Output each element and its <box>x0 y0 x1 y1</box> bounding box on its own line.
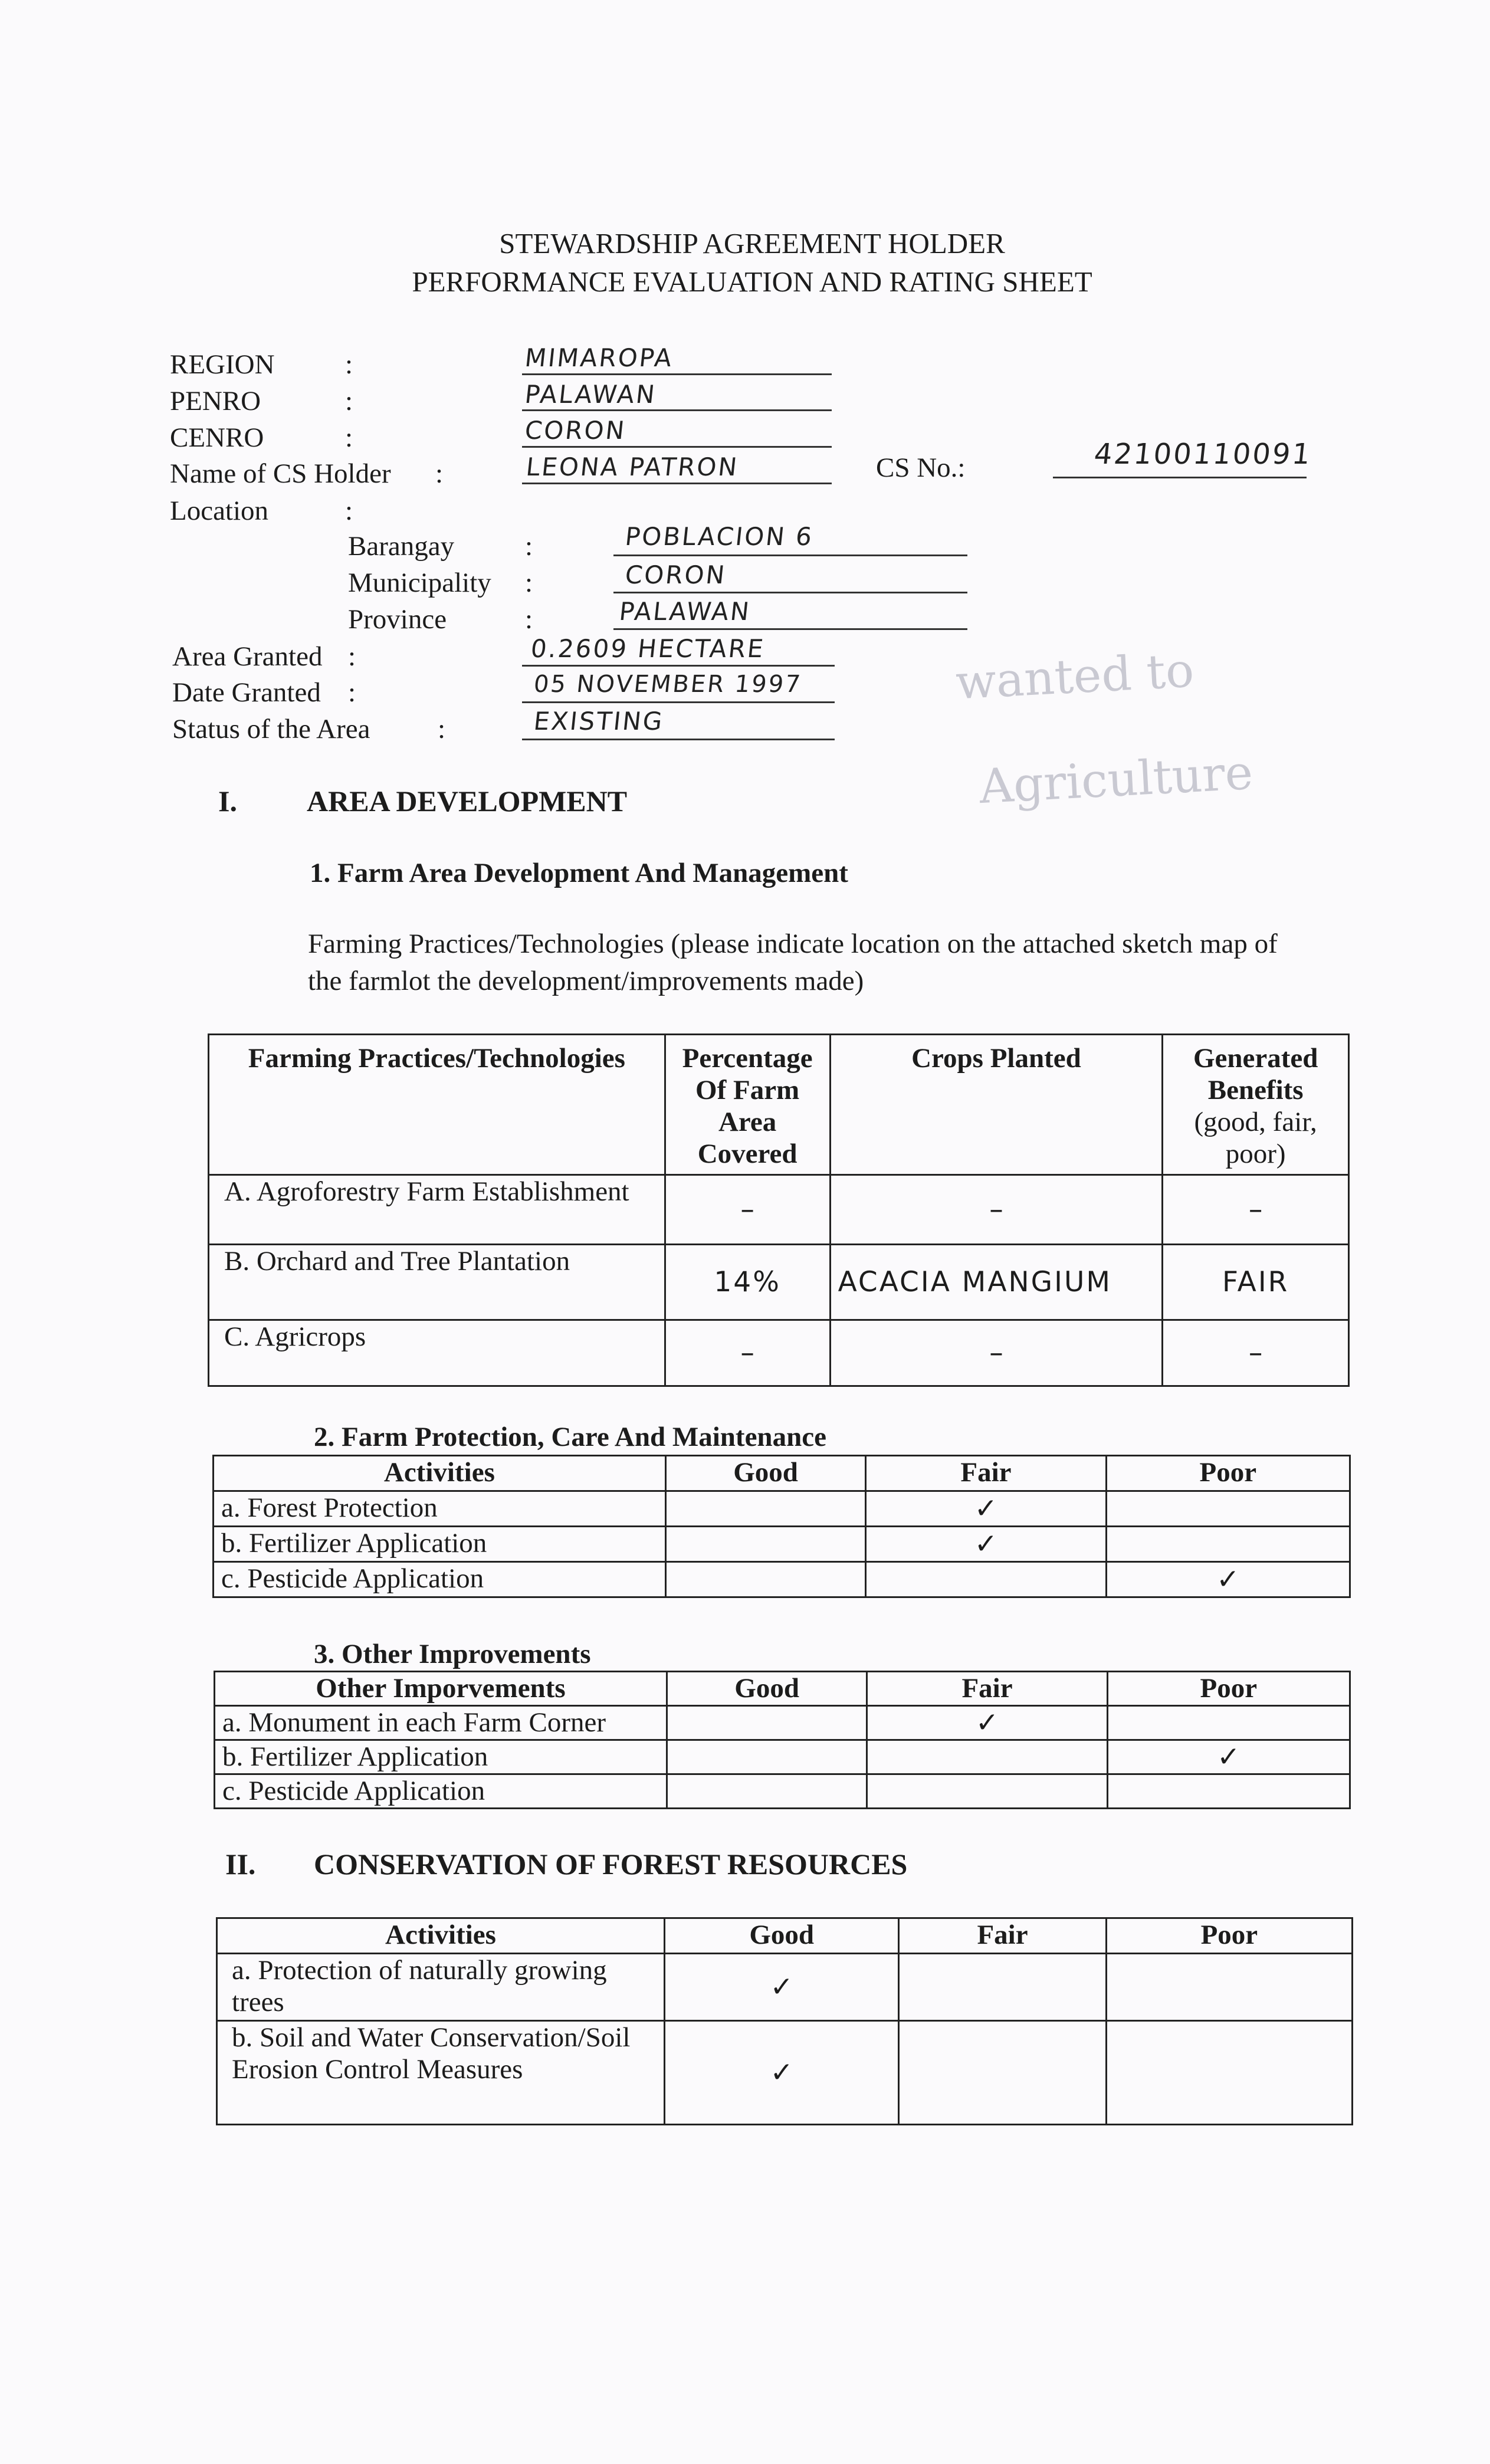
holder-label: Name of CS Holder <box>170 458 391 489</box>
section-1-title: AREA DEVELOPMENT <box>307 785 628 818</box>
subsection-3-title: 3. Other Improvements <box>314 1639 591 1669</box>
crops-cell: – <box>830 1320 1163 1386</box>
region-label: REGION <box>170 349 275 380</box>
province-underline <box>613 628 967 630</box>
poor-cell <box>1106 2021 1352 2125</box>
crops-cell: – <box>830 1175 1163 1245</box>
col-header-poor: Poor <box>1106 1918 1352 1954</box>
row-label: a. Protection of naturally growing trees <box>217 1954 665 2021</box>
barangay-value: POBLACION 6 <box>623 522 815 551</box>
date-granted-value: 05 NOVEMBER 1997 <box>532 671 803 698</box>
good-cell <box>667 1740 867 1774</box>
table-row <box>215 1706 1350 1740</box>
holder-value: LEONA PATRON <box>524 452 740 481</box>
conservation-table <box>216 1917 1353 2125</box>
col-header-poor: Poor <box>1106 1456 1350 1491</box>
fair-cell <box>867 1774 1107 1809</box>
cs-no-underline <box>1053 477 1307 478</box>
benefits-header-title: Generated Benefits <box>1193 1043 1318 1105</box>
table-row <box>214 1527 1350 1562</box>
location-label: Location <box>170 496 269 526</box>
pct-cell: – <box>665 1320 830 1386</box>
table-row <box>215 1740 1350 1774</box>
col-header-good: Good <box>667 1672 867 1706</box>
col-header-benefits <box>1163 1035 1349 1175</box>
row-label: A. Agroforestry Farm Establishment <box>209 1175 665 1245</box>
col-header-activities: Activities <box>214 1456 666 1491</box>
title-line-1: STEWARDSHIP AGREEMENT HOLDER <box>499 227 1005 260</box>
cenro-underline <box>522 446 832 448</box>
poor-cell <box>1106 1491 1350 1527</box>
status-label: Status of the Area <box>172 714 370 744</box>
table-row <box>209 1245 1349 1320</box>
subsection-1-title: 1. Farm Area Development And Management <box>310 858 848 888</box>
region-underline <box>522 373 832 375</box>
benefit-cell: – <box>1163 1320 1349 1386</box>
cenro-label: CENRO <box>170 422 264 453</box>
row-label: a. Monument in each Farm Corner <box>215 1706 667 1740</box>
table-row <box>217 1954 1353 2021</box>
row-label: a. Forest Protection <box>214 1491 666 1527</box>
fair-cell <box>899 1954 1106 2021</box>
good-cell <box>667 1774 867 1809</box>
section-2-title: CONSERVATION OF FOREST RESOURCES <box>314 1848 908 1881</box>
col-header-good: Good <box>665 1918 899 1954</box>
cs-no-label: CS No.: <box>876 452 966 483</box>
col-header-fair: Fair <box>867 1672 1107 1706</box>
table-row <box>215 1774 1350 1809</box>
farm-protection-table <box>212 1455 1351 1598</box>
section-1-number: I. <box>218 785 237 818</box>
municipality-value: CORON <box>623 560 728 589</box>
colon: : <box>525 604 533 635</box>
pct-cell: 14% <box>665 1245 830 1320</box>
fair-cell: ✓ <box>866 1527 1106 1562</box>
section-2-number: II. <box>225 1848 256 1881</box>
col-header-fair: Fair <box>899 1918 1106 1954</box>
poor-cell <box>1107 1706 1350 1740</box>
poor-cell <box>1106 1527 1350 1562</box>
area-granted-label: Area Granted <box>172 641 323 672</box>
cs-no-value: 42100110091 <box>1092 438 1314 471</box>
colon: : <box>345 422 353 453</box>
penro-value: PALAWAN <box>523 380 658 409</box>
area-granted-value: 0.2609 HECTARE <box>529 634 767 663</box>
row-label: C. Agricrops <box>209 1320 665 1386</box>
good-cell: ✓ <box>665 2021 899 2125</box>
col-header-improvements: Other Imporvements <box>215 1672 667 1706</box>
table-row <box>209 1175 1349 1245</box>
benefit-cell: – <box>1163 1175 1349 1245</box>
barangay-underline <box>613 555 967 556</box>
colon: : <box>345 349 353 380</box>
holder-underline <box>522 483 832 484</box>
fair-cell: ✓ <box>866 1491 1106 1527</box>
benefit-cell: FAIR <box>1163 1245 1349 1320</box>
col-header-activities: Activities <box>217 1918 665 1954</box>
colon: : <box>435 458 444 489</box>
colon: : <box>525 567 533 598</box>
col-header-fair: Fair <box>866 1456 1106 1491</box>
province-value: PALAWAN <box>618 597 753 626</box>
poor-cell: ✓ <box>1107 1740 1350 1774</box>
poor-cell: ✓ <box>1106 1562 1350 1597</box>
row-label: B. Orchard and Tree Plantation <box>209 1245 665 1320</box>
colon: : <box>525 531 533 562</box>
good-cell <box>665 1562 866 1597</box>
row-label: b. Soil and Water Conservation/Soil Erosion Control Measures <box>217 2021 665 2125</box>
region-value: MIMAROPA <box>523 343 675 372</box>
municipality-underline <box>613 592 967 593</box>
penro-label: PENRO <box>170 386 261 416</box>
table-row <box>217 2021 1353 2125</box>
table-header-row <box>209 1035 1349 1175</box>
row-label: b. Fertilizer Application <box>215 1740 667 1774</box>
colon: : <box>348 677 356 708</box>
col-header-crops: Crops Planted <box>830 1035 1163 1175</box>
fair-cell <box>899 2021 1106 2125</box>
row-label: c. Pesticide Application <box>214 1562 666 1597</box>
table-header-row <box>217 1918 1353 1954</box>
province-label: Province <box>348 604 447 635</box>
pct-cell: – <box>665 1175 830 1245</box>
instructions-line-1: Farming Practices/Technologies (please indicate location on the attached sketch map of <box>308 928 1278 959</box>
title-line-2: PERFORMANCE EVALUATION AND RATING SHEET <box>412 265 1092 298</box>
poor-cell <box>1107 1774 1350 1809</box>
table-header-row <box>215 1672 1350 1706</box>
colon: : <box>438 714 446 744</box>
good-cell <box>665 1527 866 1562</box>
farming-practices-table <box>208 1033 1350 1387</box>
margin-note-line-1: wanted to <box>954 642 1196 710</box>
col-header-practices: Farming Practices/Technologies <box>209 1035 665 1175</box>
fair-cell <box>866 1562 1106 1597</box>
fair-cell <box>867 1740 1107 1774</box>
table-row <box>209 1320 1349 1386</box>
colon: : <box>345 496 353 526</box>
col-header-good: Good <box>665 1456 866 1491</box>
good-cell <box>667 1706 867 1740</box>
benefits-header-note: (good, fair, poor) <box>1194 1107 1317 1169</box>
instructions-line-2: the farmlot the development/improvements made) <box>308 966 864 996</box>
margin-note-line-2: Agriculture <box>977 744 1255 815</box>
row-label: c. Pesticide Application <box>215 1774 667 1809</box>
area-granted-underline <box>522 665 835 667</box>
crops-cell: ACACIA MANGIUM <box>830 1245 1163 1320</box>
date-granted-underline <box>522 701 835 703</box>
status-underline <box>522 739 835 740</box>
date-granted-label: Date Granted <box>172 677 321 708</box>
good-cell: ✓ <box>665 1954 899 2021</box>
col-header-poor: Poor <box>1107 1672 1350 1706</box>
colon: : <box>345 386 353 416</box>
penro-underline <box>522 409 832 411</box>
good-cell <box>665 1491 866 1527</box>
colon: : <box>348 641 356 672</box>
row-label: b. Fertilizer Application <box>214 1527 666 1562</box>
subsection-2-title: 2. Farm Protection, Care And Maintenance <box>314 1422 826 1452</box>
table-row <box>214 1562 1350 1597</box>
table-row <box>214 1491 1350 1527</box>
fair-cell: ✓ <box>867 1706 1107 1740</box>
table-header-row <box>214 1456 1350 1491</box>
other-improvements-table <box>214 1671 1351 1809</box>
col-header-percentage: Percentage Of Farm Area Covered <box>665 1035 830 1175</box>
poor-cell <box>1106 1954 1352 2021</box>
municipality-label: Municipality <box>348 567 491 598</box>
status-value: EXISTING <box>532 707 665 736</box>
cenro-value: CORON <box>523 416 628 445</box>
barangay-label: Barangay <box>348 531 455 562</box>
